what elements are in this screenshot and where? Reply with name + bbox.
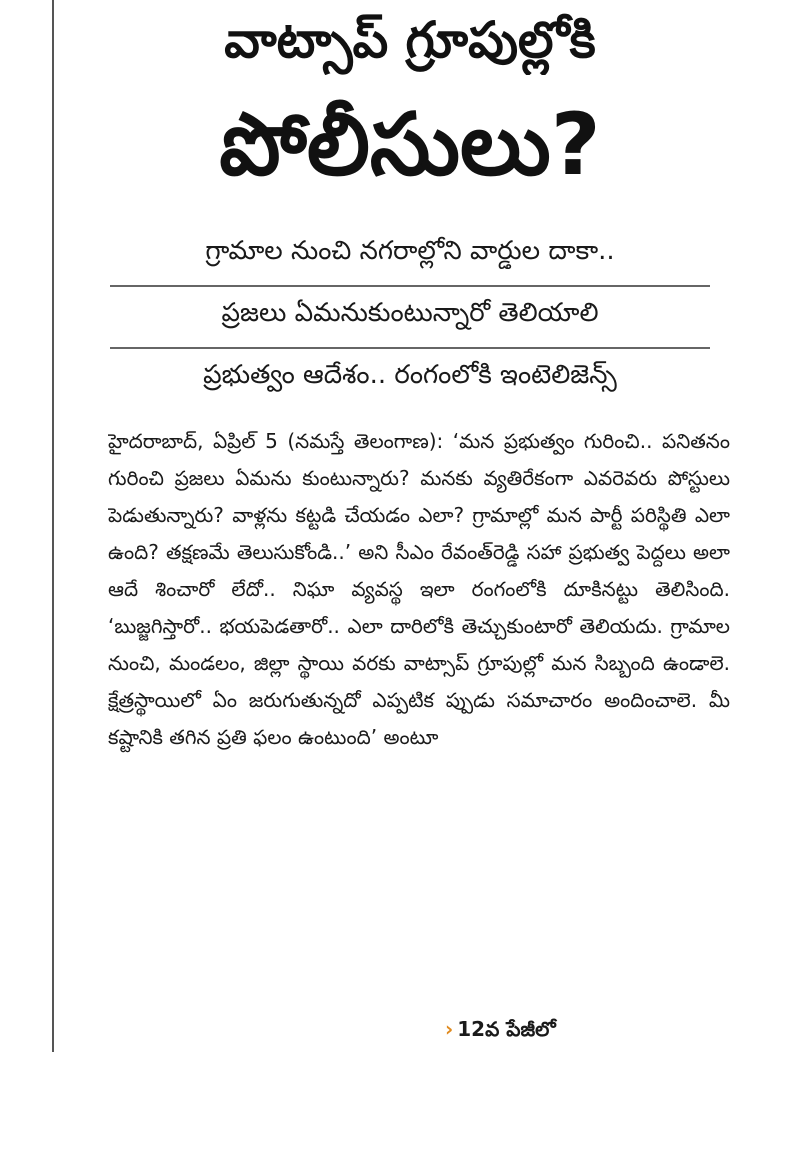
article-body: హైదరాబాద్, ఏప్రిల్ 5 (నమస్తే తెలంగాణ): ‘మన ప్రభుత్వం గురించి.. పనితనం గురించి ప్రజలు ఏమను కుంటున్నారు? మనకు వ్యతిరేకంగా ఎవరెవరు పోస్టులు పెడుతున్నారు? వాళ్లను కట్టడి చేయడం ఎలా? గ్రామాల్లో మన పార్టీ పరిస్థితి ఎలా ఉంది? తక్షణమే తెలుసుకోండి..’ అని సీఎం రేవంత్‌రెడ్డి సహా ప్రభుత్వ పెద్దలు అలా ఆదే శించారో లేదో.. నిఘా వ్యవస్థ ఇలా రంగంలోకి దూకినట్టు తెలిసింది. ‘బుజ్జగిస్తారో.. భయపెడతారో.. ఎలా దారిలోకి తెచ్చుకుంటారో తెలియదు. గ్రామాల నుంచి, మండలం, జిల్లా స్థాయి వరకు వాట్సాప్ గ్రూపుల్లో మన సిబ్బంది ఉండాలె. క్షేత్రస్థాయిలో ఏం జరుగుతున్నదో ఎప్పటిక ప్పుడు సమాచారం అందించాలె. మీ కష్టానికి తగిన ప్రతి ఫలం ఉంటుంది’ అంటూ bbox=[108, 429, 730, 749]
headline-line-1: వాట్సాప్ గ్రూపుల్లోకి bbox=[224, 11, 596, 69]
continued-label: 12వ పేజీలో bbox=[457, 1017, 556, 1041]
news-article bbox=[60, 0, 760, 978]
chevron-right-icon: › bbox=[445, 1017, 454, 1041]
deck-1: గ్రామాల నుంచి నగరాల్లోని వార్డుల దాకా.. bbox=[205, 236, 615, 266]
headline-line-2: పోలీసులు? bbox=[219, 95, 601, 195]
deck-3: ప్రభుత్వం ఆదేశం.. రంగంలోకి ఇంటెలిజెన్స్ bbox=[203, 360, 617, 390]
deck-2: ప్రజలు ఏమనుకుంటున్నారో తెలియాలి bbox=[221, 298, 599, 328]
column-rule bbox=[52, 0, 54, 1052]
continued-on-page[interactable] bbox=[445, 1017, 556, 1046]
